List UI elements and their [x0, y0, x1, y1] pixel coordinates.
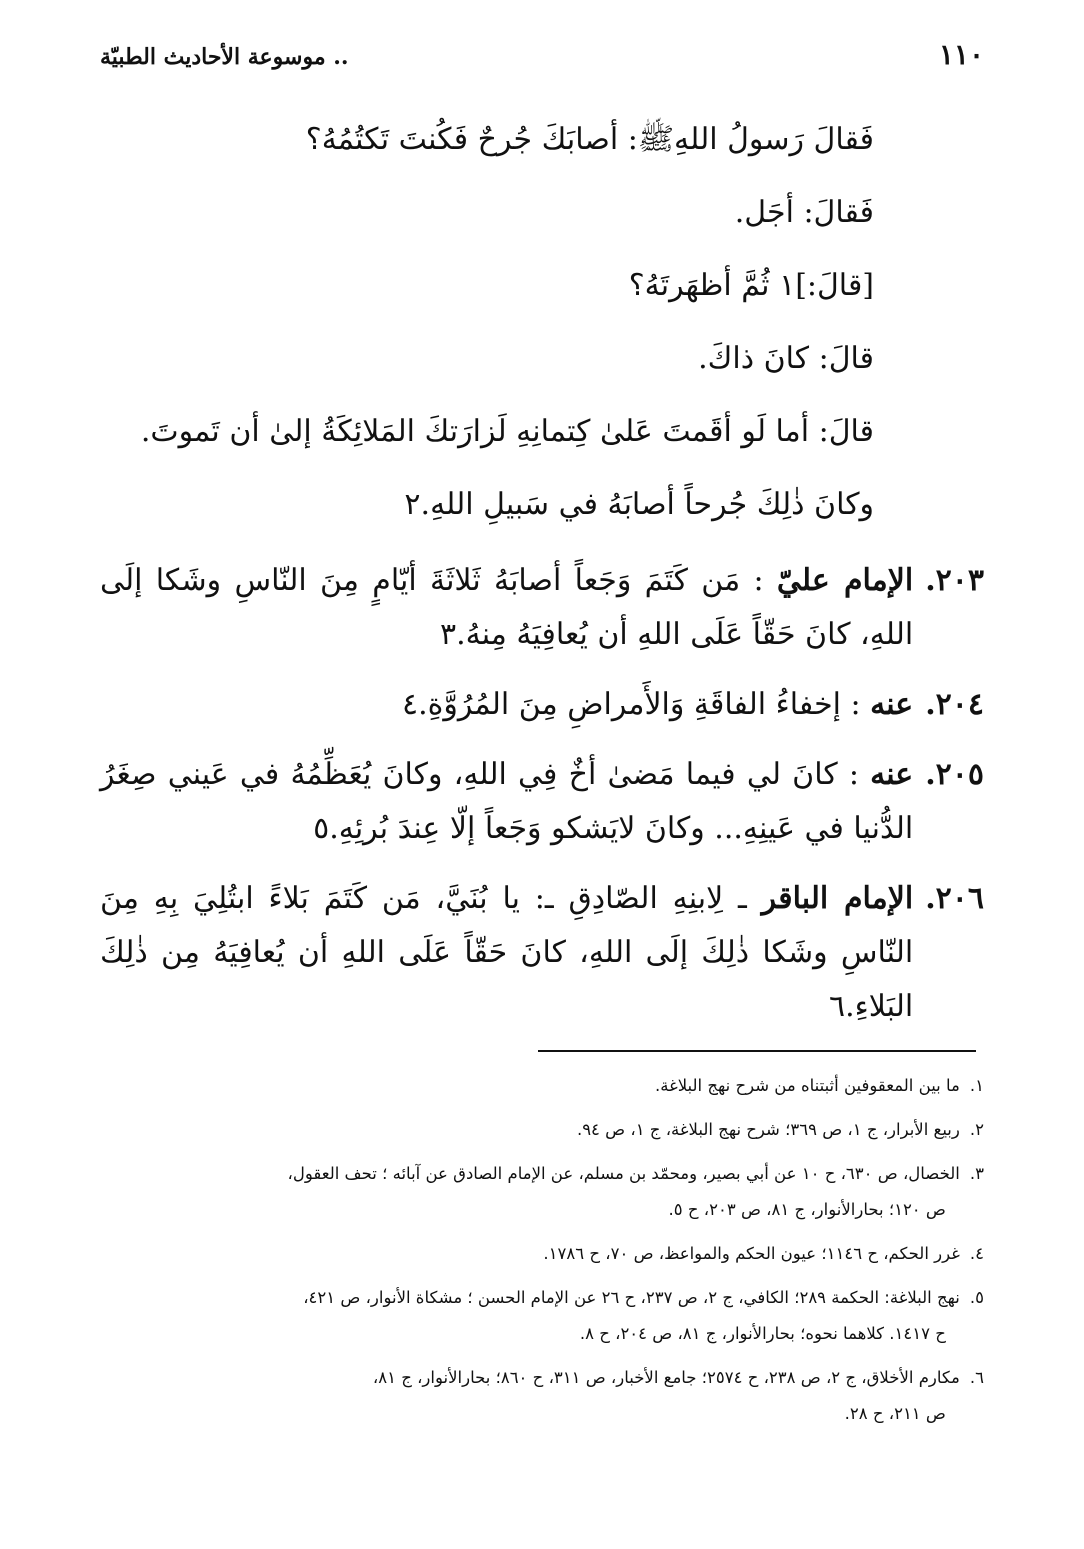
- hadith-speaker: عنه: [870, 757, 914, 792]
- footnote-line: ص ٢١١، ح ٢٨.: [844, 1404, 946, 1423]
- hadith-entry: [100, 748, 984, 856]
- page-number: ١١٠: [938, 38, 984, 71]
- hadith-entry: [100, 678, 984, 732]
- dialogue-line: قالَ: كانَ ذاكَ.: [698, 341, 874, 376]
- hadith-number: ٢٠٣.: [925, 563, 984, 598]
- hadith-number: ٢٠٦.: [925, 881, 984, 916]
- hadith-body: [100, 678, 913, 732]
- main-text: [100, 110, 984, 1050]
- hadith-entry: [100, 872, 984, 1034]
- hadith-body: [100, 554, 913, 662]
- hadith-number: ٢٠٥.: [925, 757, 984, 792]
- footnote-number: ٤.: [969, 1244, 984, 1263]
- hadith-speaker: الإمام عليّ: [776, 563, 914, 598]
- footnote: [100, 1280, 984, 1352]
- footnote-text: [100, 1156, 960, 1228]
- hadith-speaker: الإمام الباقر: [761, 881, 914, 916]
- hadith-number: ٢٠٤.: [925, 687, 984, 722]
- footnote-line: غرر الحكم، ح ١١٤٦؛ عيون الحكم والمواعظ، ص ٧٠، ح ١٧٨٦.: [543, 1244, 960, 1263]
- dialogue-line: فَقالَ رَسولُ اللهِﷺ: أصابَكَ جُرحٌ فَكُنتَ تَكتُمُهُ؟: [305, 122, 874, 157]
- footnote-text: [100, 1360, 960, 1432]
- hadith-body: [100, 872, 913, 1034]
- footnote-line: ما بين المعقوفين أثبتناه من شرح نهج البلاغة.: [654, 1076, 960, 1095]
- dialogue-line: [قالَ:]١ ثُمَّ أظهَرتَهُ؟: [628, 268, 874, 303]
- hadith-text: : كانَ لي فيما مَضىٰ أخٌ فِي اللهِ، وكانَ يُعَظِّمُهُ في عَيني صِغَرُ الدُّنيا في عَينِهِ... وكانَ لايَشكو وَجَعاً إلّا عِندَ بُرئِهِ.٥: [100, 757, 914, 846]
- footnote-number: ٦.: [969, 1368, 984, 1387]
- footnote-line: نهج البلاغة: الحكمة ٢٨٩؛ الكافي، ج ٢، ص ٢٣٧، ح ٢٦ عن الإمام الحسن ؛ مشكاة الأنوار، ص ٤٢١،: [303, 1288, 960, 1307]
- footnote: [100, 1068, 984, 1104]
- footnote-text: [100, 1236, 960, 1272]
- running-title: .. موسوعة الأحاديث الطبيّة: [100, 44, 349, 70]
- dialogue-line: وكانَ ذٰلِكَ جُرحاً أصابَهُ في سَبيلِ اللهِ.٢: [404, 487, 874, 522]
- footnote-number: ١.: [969, 1076, 984, 1095]
- footnote: [100, 1360, 984, 1432]
- footnote: [100, 1156, 984, 1228]
- hadith-body: [100, 748, 913, 856]
- footnote-text: [100, 1280, 960, 1352]
- footnote-separator: [538, 1050, 976, 1052]
- footnote-line: مكارم الأخلاق، ج ٢، ص ٢٣٨، ح ٢٥٧٤؛ جامع الأخبار، ص ٣١١، ح ٨٦٠؛ بحارالأنوار، ج ٨١،: [372, 1368, 960, 1387]
- dialogue-line: فَقالَ: أجَل.: [734, 195, 874, 230]
- footnote-number: ٢.: [969, 1120, 984, 1139]
- hadith-text: : إخفاءُ الفاقَةِ وَالأَمراضِ مِنَ المُرُوَّةِ.٤: [402, 687, 871, 722]
- footnote-text: [100, 1112, 960, 1148]
- footnote-number: ٥.: [969, 1288, 984, 1307]
- dialogue-line: قالَ: أما لَو أقَمتَ عَلىٰ كِتمانِهِ لَزارَتكَ المَلائِكَةُ إلىٰ أن تَموتَ.: [140, 414, 874, 449]
- hadith-speaker: عنه: [870, 687, 914, 722]
- footnote: [100, 1236, 984, 1272]
- footnotes: [100, 1068, 984, 1440]
- footnote-line: الخصال، ص ٦٣٠، ح ١٠ عن أبي بصير، ومحمّد بن مسلم، عن الإمام الصادق عن آبائه ؛ تحف العقول،: [287, 1164, 960, 1183]
- footnote-line: ح ١٤١٧. كلاهما نحوه؛ بحارالأنوار، ج ٨١، ص ٢٠٤، ح ٨.: [579, 1324, 946, 1343]
- footnote-line: ص ١٢٠؛ بحارالأنوار، ج ٨١، ص ٢٠٣، ح ٥.: [668, 1200, 946, 1219]
- hadith-text: ـ لِابنِهِ الصّادِقِ ـ: يا بُنَيَّ، مَن كَتَمَ بَلاءً ابتُلِيَ بِهِ مِنَ النّاسِ وشَكا ذٰلِكَ إلَى اللهِ، كانَ حَقّاً عَلَى اللهِ أن يُعافِيَهُ مِن ذٰلِكَ البَلاءِ.٦: [100, 881, 914, 1024]
- footnote-text: [100, 1068, 960, 1104]
- footnote-line: ربيع الأبرار، ج ١، ص ٣٦٩؛ شرح نهج البلاغة، ج ١، ص ٩٤.: [576, 1120, 960, 1139]
- footnote: [100, 1112, 984, 1148]
- hadith-text: : مَن كَتَمَ وَجَعاً أصابَهُ ثَلاثَةَ أيّامٍ مِنَ النّاسِ وشَكا إلَى اللهِ، كانَ حَقّاً عَلَى اللهِ أن يُعافِيَهُ مِنهُ.٣: [100, 563, 914, 652]
- footnote-number: ٣.: [969, 1164, 984, 1183]
- hadith-entry: [100, 554, 984, 662]
- page-header: [100, 38, 984, 86]
